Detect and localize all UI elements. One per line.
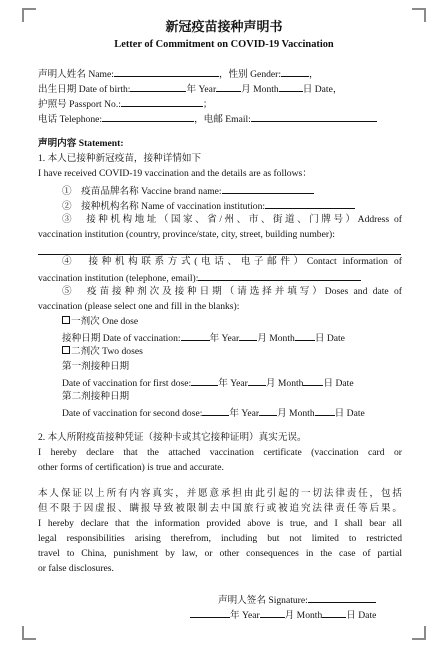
declaration-en-line2: legal responsibilities arising therefrom, including but not limited to restricted — [38, 533, 402, 544]
one-dose-label: 一剂次 One dose — [71, 316, 139, 327]
title-en: Letter of Commitment on COVID-19 Vaccination — [114, 39, 334, 50]
title-zh: 新冠疫苗接种声明书 — [165, 19, 283, 34]
two-doses-label: 二剂次 Two doses — [71, 346, 143, 357]
phone-field[interactable] — [102, 112, 194, 122]
phone-label: 电话 Telephone: — [38, 114, 103, 125]
item1-zh: 1. 本人已接种新冠疫苗，接种详情如下 — [38, 153, 202, 164]
two-doses-checkbox[interactable] — [62, 346, 70, 354]
passport-line: 护照号 Passport No.: ； — [38, 99, 213, 110]
first-dose-day-field[interactable] — [303, 376, 323, 386]
institution-line — [62, 199, 355, 213]
dob-month-field[interactable] — [216, 82, 241, 92]
one-dose-date-line: 接种日期 Date of vaccination: 年 Year 月 Month 日 Date — [62, 333, 345, 344]
name-label: 声明人姓名 Name: — [38, 69, 114, 80]
crop-mark-top-right — [412, 8, 426, 10]
signature-field[interactable] — [308, 593, 376, 603]
dob-line: 出生日期 Date of birth: 年 Year 月 Month 日 Date， — [38, 84, 343, 95]
declaration-zh-line2: 但不限于因虚报、瞒报导致被限制去中国旅行或被追究法律责任等后果。 — [38, 503, 402, 514]
contact-label-line2: vaccination institution (telephone, email): — [38, 271, 361, 285]
brand-field[interactable] — [222, 184, 314, 194]
item2-en-line1: I hereby declare that the attached vaccination certificate (vaccination card or — [38, 447, 402, 458]
gender-label: ，性别 Gender: — [218, 69, 282, 80]
brand-line — [62, 184, 314, 198]
signature-day-field[interactable] — [322, 608, 346, 618]
declaration-en-line4: or false disclosures. — [38, 563, 114, 574]
passport-label: 护照号 Passport No.: — [38, 99, 121, 110]
item2-zh: 2. 本人所附疫苗接种凭证（接种卡或其它接种证明）真实无误。 — [38, 432, 307, 443]
second-dose-year-field[interactable] — [202, 406, 229, 416]
first-dose-zh: 第一剂接种日期 — [62, 361, 130, 372]
signature-date-line: 年 Year 月 Month 日 Date — [190, 608, 376, 622]
second-dose-zh: 第二剂接种日期 — [62, 391, 130, 402]
dob-year-field[interactable] — [130, 82, 186, 92]
crop-mark-top-left — [22, 8, 36, 10]
institution-field[interactable] — [265, 199, 355, 209]
first-dose-month-field[interactable] — [248, 376, 266, 386]
contact-label-line1: ④ 接种机构联系方式(电话、电子邮件）Contact information of — [62, 256, 402, 267]
name-field[interactable] — [114, 67, 219, 77]
name-gender-line: 声明人姓名 Name: ，性别 Gender: ， — [38, 69, 319, 80]
declaration-en-line1: I hereby declare that the information provided above is true, and I shall bear all — [38, 518, 402, 529]
declaration-zh-line1: 本人保证以上所有内容真实，并愿意承担由此引起的一切法律责任，包括 — [38, 488, 402, 499]
doses-label-line1: ⑤ 疫苗接种剂次及接种日期（请选择并填写）Doses and date of — [62, 286, 402, 297]
crop-mark-bottom-right — [412, 638, 426, 640]
signature-month-field[interactable] — [260, 608, 285, 618]
contact-line — [38, 112, 377, 126]
address-field[interactable] — [38, 254, 401, 255]
two-doses-option[interactable] — [62, 346, 143, 358]
declaration-en-line3: travel to China, punishment by law, or other consequences in the case of partial — [38, 548, 402, 559]
one-dose-day-field[interactable] — [295, 331, 315, 341]
passport-field[interactable] — [121, 97, 203, 107]
address-label-line2: vaccination institution (country, province/state, city, street, building number): — [38, 229, 335, 240]
brand-label: ① 疫苗品牌名称 Vaccine brand name: — [62, 186, 222, 197]
one-dose-month-field[interactable] — [239, 331, 257, 341]
one-dose-checkbox[interactable] — [62, 316, 70, 324]
one-dose-year-field[interactable] — [181, 331, 210, 341]
email-field[interactable] — [251, 112, 377, 122]
second-dose-month-field[interactable] — [259, 406, 277, 416]
first-dose-year-field[interactable] — [191, 376, 218, 386]
gender-field[interactable] — [281, 67, 309, 77]
statement-heading: 声明内容 Statement: — [38, 138, 124, 149]
second-dose-date-line: Date of vaccination for second dose: 年 Year 月 Month 日 Date — [62, 408, 365, 419]
second-dose-day-field[interactable] — [315, 406, 335, 416]
item2-en-line2: other forms of certification) is true and accurate. — [38, 462, 224, 473]
signature-year-field[interactable] — [190, 608, 230, 618]
crop-mark-bottom-left — [22, 638, 36, 640]
item1-en: I have received COVID-19 vaccination and the details are as follows： — [38, 168, 312, 179]
first-dose-date-line: Date of vaccination for first dose: 年 Year 月 Month 日 Date — [62, 378, 354, 389]
email-label: ，电邮 Email: — [194, 114, 251, 125]
doses-label-line2: vaccination (please select one and fill in the blanks): — [38, 301, 240, 312]
institution-contact-field[interactable] — [198, 271, 361, 281]
dob-label: 出生日期 Date of birth: — [38, 84, 131, 95]
one-dose-option[interactable] — [62, 316, 138, 328]
institution-label: ② 接种机构名称 Name of vaccination institution: — [62, 201, 266, 212]
address-label-line1: ③ 接种机构地址（国家、省/州、市、街道、门牌号）Address of — [62, 214, 402, 225]
dob-day-field[interactable] — [279, 82, 303, 92]
signature-line — [218, 593, 376, 607]
signature-label: 声明人签名 Signature: — [218, 595, 308, 606]
